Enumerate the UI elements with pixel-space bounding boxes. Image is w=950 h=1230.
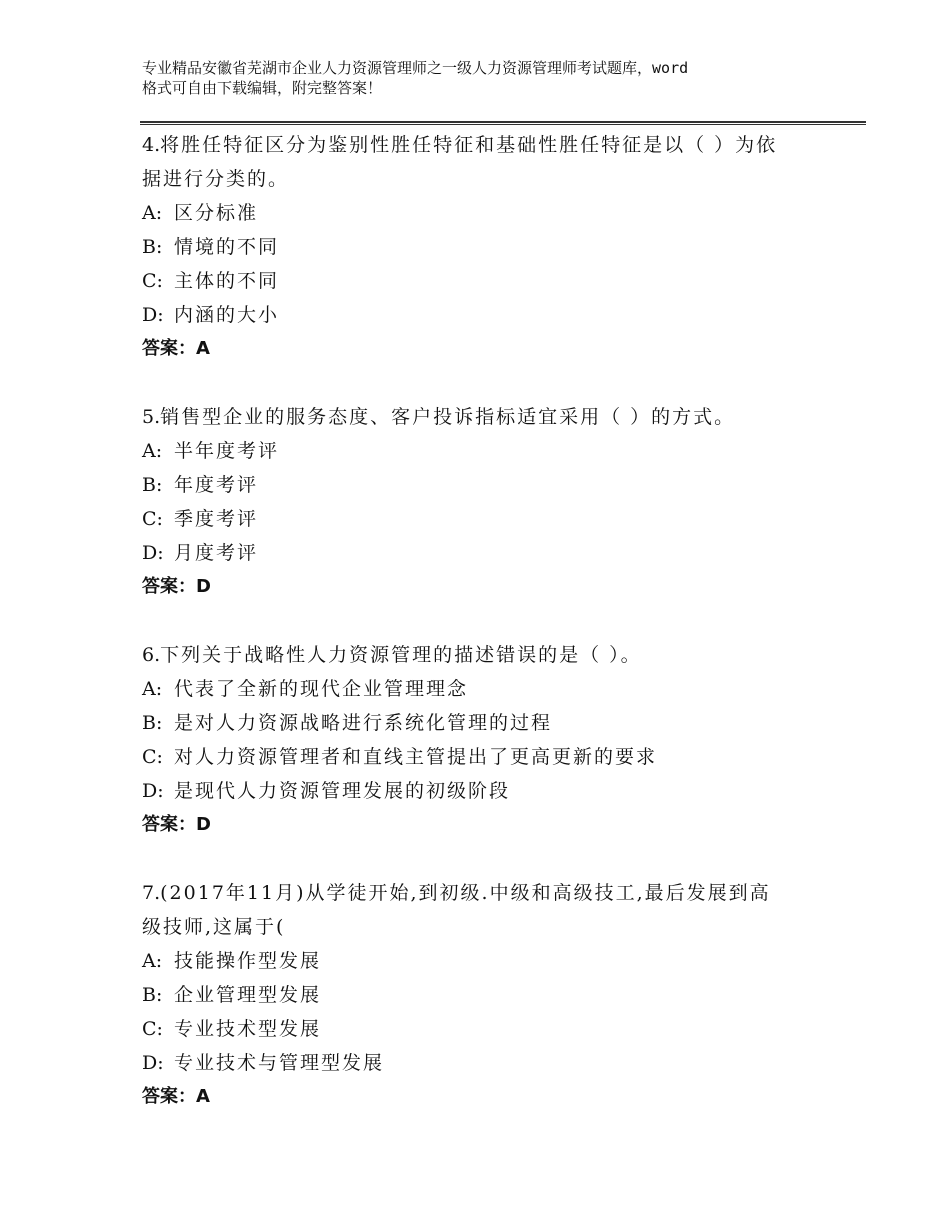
option-text: 半年度考评	[174, 440, 280, 462]
question-number: 6.	[142, 644, 161, 666]
option-text: 区分标准	[174, 202, 259, 224]
option-letter: B:	[142, 236, 163, 258]
header-divider	[140, 121, 866, 125]
option-text: 专业技术与管理型发展	[174, 1052, 385, 1074]
option-d	[142, 774, 822, 808]
question-number: 4.	[142, 134, 161, 156]
document-header	[142, 58, 842, 98]
question-stem-line-1: (2017年11月)从学徒开始,到初级.中级和高级技工,最后发展到高	[160, 882, 771, 904]
option-letter: A:	[142, 440, 163, 462]
option-a	[142, 672, 822, 706]
option-text: 代表了全新的现代企业管理理念	[174, 678, 469, 700]
question-number: 7.	[142, 882, 161, 904]
question-5	[142, 400, 822, 604]
option-d	[142, 1046, 822, 1080]
question-stem	[142, 638, 822, 672]
question-stem-line-2: 级技师,这属于(	[142, 916, 286, 938]
option-text: 是现代人力资源管理发展的初级阶段	[174, 780, 511, 802]
option-letter: B:	[142, 712, 163, 734]
option-letter: C:	[142, 1018, 163, 1040]
option-d	[142, 298, 822, 332]
option-text: 技能操作型发展	[174, 950, 322, 972]
question-stem-line-1: 销售型企业的服务态度、客户投诉指标适宜采用（ ）的方式。	[160, 406, 736, 428]
option-text: 内涵的大小	[174, 304, 280, 326]
option-c	[142, 740, 822, 774]
option-letter: B:	[142, 984, 163, 1006]
answer-line: 答案：D	[142, 576, 211, 597]
option-text: 对人力资源管理者和直线主管提出了更高更新的要求	[174, 746, 658, 768]
question-stem-line-2: 据进行分类的。	[142, 168, 290, 190]
header-line-1: 专业精品安徽省芜湖市企业人力资源管理师之一级人力资源管理师考试题库，word	[142, 59, 689, 77]
option-b	[142, 706, 822, 740]
option-letter: C:	[142, 746, 163, 768]
question-list	[142, 128, 822, 1148]
option-letter: D:	[142, 542, 164, 564]
question-stem-line-1: 将胜任特征区分为鉴别性胜任特征和基础性胜任特征是以（ ）为依	[160, 134, 778, 156]
option-text: 季度考评	[174, 508, 259, 530]
option-a	[142, 944, 822, 978]
option-c	[142, 264, 822, 298]
question-stem-line-1: 下列关于战略性人力资源管理的描述错误的是（ ）。	[160, 644, 642, 666]
option-letter: C:	[142, 508, 163, 530]
option-b	[142, 468, 822, 502]
option-c	[142, 502, 822, 536]
option-letter: C:	[142, 270, 163, 292]
header-line-2: 格式可自由下载编辑，附完整答案！	[142, 79, 383, 97]
question-number: 5.	[142, 406, 161, 428]
option-b	[142, 230, 822, 264]
question-6	[142, 638, 822, 842]
option-letter: A:	[142, 950, 163, 972]
option-b	[142, 978, 822, 1012]
answer-line: 答案：A	[142, 338, 210, 359]
option-text: 年度考评	[174, 474, 259, 496]
option-text: 情境的不同	[174, 236, 280, 258]
option-letter: D:	[142, 1052, 164, 1074]
option-text: 是对人力资源战略进行系统化管理的过程	[174, 712, 553, 734]
option-text: 企业管理型发展	[174, 984, 322, 1006]
question-7	[142, 876, 822, 1114]
option-letter: A:	[142, 678, 163, 700]
question-stem	[142, 876, 822, 910]
question-stem	[142, 128, 822, 162]
option-text: 主体的不同	[174, 270, 280, 292]
answer-line: 答案：D	[142, 814, 211, 835]
option-letter: A:	[142, 202, 163, 224]
option-letter: D:	[142, 304, 164, 326]
option-text: 专业技术型发展	[174, 1018, 322, 1040]
option-c	[142, 1012, 822, 1046]
question-4	[142, 128, 822, 366]
option-a	[142, 434, 822, 468]
option-letter: B:	[142, 474, 163, 496]
answer-line: 答案：A	[142, 1086, 210, 1107]
option-d	[142, 536, 822, 570]
question-stem	[142, 400, 822, 434]
option-text: 月度考评	[174, 542, 259, 564]
option-letter: D:	[142, 780, 164, 802]
option-a	[142, 196, 822, 230]
